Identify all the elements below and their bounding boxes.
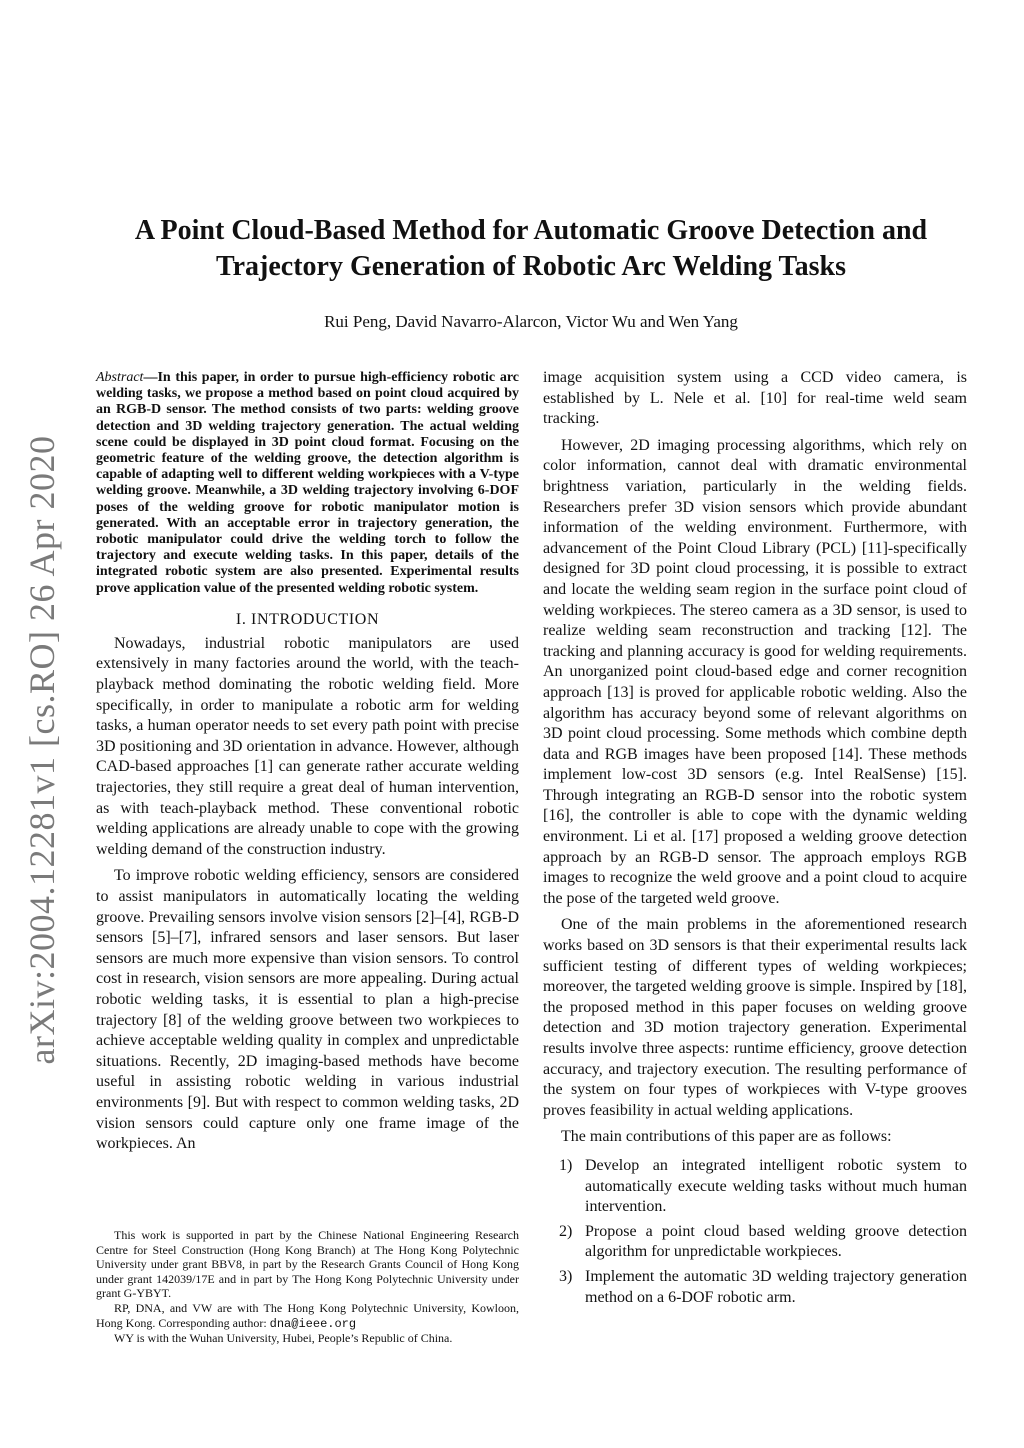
section-heading-introduction: I. INTRODUCTION: [235, 610, 380, 628]
arxiv-stamp: [18, 435, 66, 1065]
contribution-number: 2): [559, 1222, 573, 1240]
contribution-item: [543, 1222, 967, 1263]
footnotes: [96, 1228, 519, 1346]
right-paragraph-4: The main contributions of this paper are as follows:: [561, 1128, 892, 1146]
right-paragraph-continued: image acquisition system using a CCD video camera, is established by L. Nele et al. [10] for real-time weld seam tracking.: [543, 369, 967, 428]
footnote-support: This work is supported in part by the Chinese National Engineering Research Centre for Steel Construction (Hong Kong Branch) at The Hong Kong Polytechnic University under grant BBV8, in part by the Research Grants Council of Hong Kong under grant 142039/17E and in part by The Hong Kong Polytechnic University under grant G-YBYT.: [96, 1228, 519, 1301]
right-paragraph-3: One of the main problems in the aforementioned research works based on 3D sensors is that their experimental results lack sufficient testing of different types of welding workpieces; moreover, the targeted welding groove is simple. Inspired by [18], the proposed method in this paper focuses on welding groove detection and 3D motion trajectory generation. Experimental results involve three aspects: runtime efficiency, groove detection accuracy, and trajectory execution. The resulting performance of the system on four types of workpieces with V-type grooves proves feasibility in actual welding applications.: [543, 916, 967, 1119]
contribution-item: [543, 1156, 967, 1218]
footnote-affiliation-text: RP, DNA, and VW are with The Hong Kong Polytechnic University, Kowloon, Hong Kong. Corresponding author:: [96, 1300, 519, 1330]
left-column: [96, 370, 519, 1155]
intro-paragraph-2: To improve robotic welding efficiency, sensors are considered to assist manipulators in automatically locating the welding groove. Prevailing sensors involve vision sensors [2]–[4], RGB-D sensors [5]–[7], infrared sensors and laser sensors. But laser sensors are much more expensive than vision sensors. To control cost in research, vision sensors are more appealing. During actual robotic welding tasks, it is essential to plan a high-precise trajectory [8] of the welding groove between two workpieces to achieve acceptable welding quality in complex and unpredictable situations. Recently, 2D imaging-based methods have become useful in assisting robotic welding in various industrial environments [9]. But with respect to common welding tasks, 2D vision sensors could capture only one frame image of the workpieces. An: [96, 867, 519, 1153]
contributions-list: [543, 1156, 967, 1308]
contribution-text: Propose a point cloud based welding groove detection algorithm for unpredictable workpieces.: [585, 1222, 967, 1261]
intro-paragraph-1: Nowadays, industrial robotic manipulators are used extensively in many factories around the world, with the teach-playback method dominating the robotic welding field. More specifically, in order to manipulate a robotic arm for welding tasks, a human operator needs to set every path point with precise 3D positioning and 3D orientation in advance. However, although CAD-based approaches [1] can generate rather accurate welding trajectories, they still require a great deal of human intervention, as with teach-playback method. These conventional robotic welding applications are already unable to cope with the growing welding demand of the construction industry.: [96, 634, 519, 858]
footnote-affiliation: [96, 1301, 519, 1331]
right-paragraph-2: However, 2D imaging processing algorithms, which rely on color information, cannot deal with dramatic environmental brightness variation, particularly in the welding fields. Researchers prefer 3D vision sensors which provide abundant information of the welding environment. Furthermore, with advancement of the Point Cloud Library (PCL) [11]-specifically designed for 3D point cloud processing, it is possible to extract and locate the welding seam region in the surface point cloud of welding workpieces. The stereo camera as a 3D sensor, is used to realize welding seam reconstruction and tracking [12]. The tracking and planning accuracy is good for welding requirements. An unorganized point cloud-based edge and corner recognition approach [13] is proved for applicable robotic welding. Also the algorithm has accuracy beyond some of relevant algorithms on 3D point cloud processing. Some methods which combine depth data and RGB images have been proposed [14]. These methods implement low-cost 3D sensors (e.g. Intel RealSense) [15]. Through integrating an RGB-D sensor into the robotic system [16], the controller is able to cope with the dynamic welding environment. Li et al. [17] proposed a welding groove detection approach by an RGB-D sensor. The approach employs RGB images to recognize the weld groove and a point cloud to acquire the pose of the targeted weld groove.: [543, 436, 967, 907]
abstract-body: In this paper, in order to pursue high-efficiency robotic arc welding tasks, we propose a method based on point cloud acquired by an RGB-D sensor. The method consists of two parts: welding groove detection and 3D welding trajectory generation. The actual welding scene could be displayed in 3D point cloud format. Focusing on the geometric feature of the welding groove, the detection algorithm is capable of adapting well to different welding workpieces with a V-type welding groove. Meanwhile, a 3D welding trajectory involving 6-DOF poses of the welding groove for robotic manipulator motion is generated. With an acceptable error in trajectory generation, the robotic manipulator could drive the welding torch to follow the trajectory and execute welding tasks. In this paper, details of the integrated robotic system are also presented. Experimental results prove application value of the presented welding robotic system.: [96, 370, 519, 596]
right-column: [543, 368, 967, 1312]
author-list: Rui Peng, David Navarro-Alarcon, Victor Wu and Wen Yang: [324, 312, 738, 331]
abstract-label: Abstract: [96, 370, 144, 385]
title-line-1: A Point Cloud-Based Method for Automatic Groove Detection and: [134, 215, 928, 246]
abstract: Abstract—In this paper, in order to pursue high-efficiency robotic arc welding tasks, we propose a method based on point cloud acquired by an RGB-D sensor. The method consists of two parts: welding groove detection and 3D welding trajectory generation. The actual welding scene could be displayed in 3D point cloud format. Focusing on the geometric feature of the welding groove, the detection algorithm is capable of adapting well to different welding workpieces with a V-type welding groove. Meanwhile, a 3D welding trajectory involving 6-DOF poses of the welding groove for robotic manipulator motion is generated. With an acceptable error in trajectory generation, the robotic manipulator could drive the welding torch to follow the trajectory and execute welding tasks. In this paper, details of the integrated robotic system are also presented. Experimental results prove application value of the presented welding robotic system.: [96, 370, 519, 596]
footnote-wy: WY is with the Wuhan University, Hubei, People’s Republic of China.: [114, 1331, 453, 1346]
title-line-2: Trajectory Generation of Robotic Arc Welding Tasks: [216, 251, 846, 282]
contribution-number: 3): [559, 1267, 573, 1285]
contribution-text: Implement the automatic 3D welding trajectory generation method on a 6-DOF robotic arm.: [585, 1267, 967, 1306]
paper-title: [96, 213, 966, 285]
contribution-number: 1): [559, 1156, 573, 1174]
arxiv-identifier: arXiv:2004.12281v1 [cs.RO] 26 Apr 2020: [22, 435, 62, 1065]
contribution-text: Develop an integrated intelligent robotic system to automatically execute welding tasks without much human intervention.: [585, 1156, 967, 1216]
corresponding-email: dna@ieee.org: [269, 1316, 357, 1331]
contribution-item: [543, 1267, 967, 1308]
